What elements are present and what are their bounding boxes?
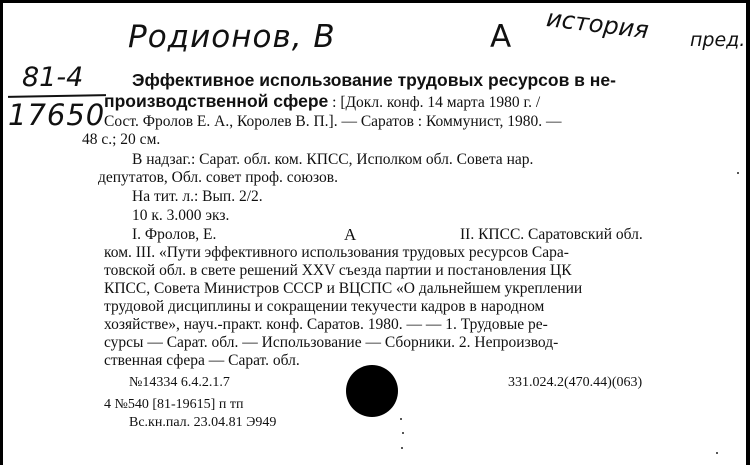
handwritten-note-2: пред.	[690, 29, 746, 51]
top-edge	[0, 0, 750, 3]
entry-line-6: депутатов, Обл. совет проф. союзов.	[98, 169, 338, 186]
entry-line-9b: А	[344, 225, 357, 244]
entry-title-line2: производственной сфере	[104, 91, 329, 111]
card-number: №14334 6.4.2.1.7	[129, 375, 230, 390]
entry-line-16: ственная сфера — Сарат. обл.	[104, 352, 300, 369]
entry-line-5: В надзаг.: Сарат. обл. ком. КПСС, Исполком обл. Совета нар.	[132, 151, 534, 168]
printer-line: Вс.кн.пал. 23.04.81 Э949	[129, 415, 277, 430]
entry-line-9a: I. Фролов, Е.	[132, 226, 217, 243]
entry-line-10: ком. III. «Пути эффективного использования трудовых ресурсов Сара-	[104, 244, 569, 261]
shelf-mark: 81-4	[22, 62, 84, 93]
entry-line-3: Сост. Фролов Е. А., Королев В. П.]. — Саратов : Коммунист, 1980. —	[104, 113, 562, 130]
entry-line-12: КПСС, Совета Министров СССР и ВЦСПС «О дальнейшем укреплении	[104, 280, 583, 297]
entry-line-14: хозяйстве», науч.-практ. конф. Саратов. 1980. — — 1. Трудовые ре-	[104, 316, 548, 333]
entry-line-11: товской обл. в свете решений XXV съезда партии и постановления ЦК	[104, 262, 572, 279]
entry-line-8: 10 к. 3.000 экз.	[132, 207, 230, 224]
entry-line-2: : [Докл. конф. 14 марта 1980 г. /	[328, 94, 541, 111]
scan-speck	[400, 418, 402, 420]
handwritten-note: история	[544, 4, 651, 45]
inventory-number: 17650	[8, 98, 106, 132]
entry-line-13: трудовой дисциплины и сокращении текучести кадров в народном	[104, 298, 545, 315]
handwritten-letter: А	[490, 19, 512, 55]
punch-hole	[346, 365, 398, 417]
scan-speck	[402, 432, 404, 434]
right-edge	[746, 0, 750, 465]
entry-line-15: сурсы — Сарат. обл. — Использование — Сборники. 2. Непроизвод-	[104, 334, 559, 351]
scan-speck	[737, 172, 739, 174]
entry-line-9c: II. КПСС. Саратовский обл.	[460, 226, 643, 243]
handwritten-author: Родионов, В	[128, 19, 336, 55]
entry-line-7: На тит. л.: Вып. 2/2.	[132, 188, 263, 205]
scan-speck	[716, 452, 718, 454]
entry-title-line1: Эффективное использование трудовых ресурсов в не-	[132, 70, 616, 90]
entry-text	[82, 70, 744, 369]
classification-index: 331.024.2(470.44)(063)	[508, 375, 643, 390]
entry-line-4: 48 с.; 20 см.	[82, 131, 161, 148]
left-edge	[0, 0, 3, 465]
order-line: 4 №540 [81-19615] п тп	[104, 397, 244, 412]
scan-speck	[401, 447, 403, 449]
